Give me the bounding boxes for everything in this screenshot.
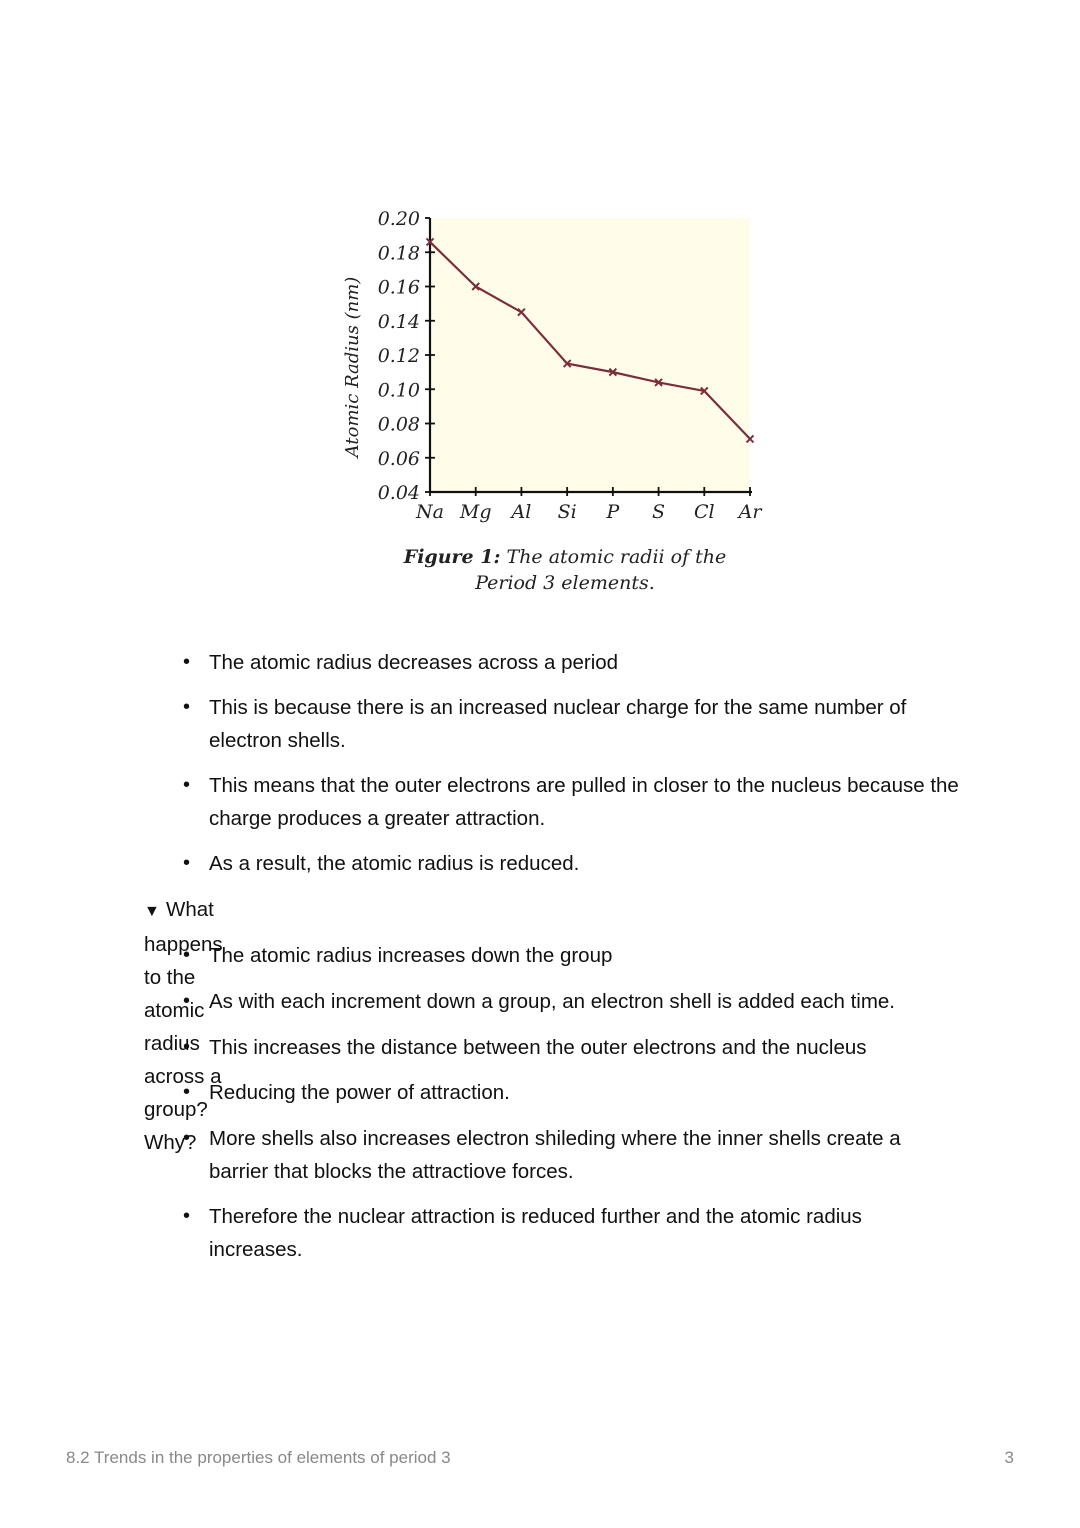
atomic-radius-line-chart — [330, 200, 790, 540]
y-tick-label: 0.14 — [377, 310, 420, 333]
list-item: • This means that the outer electrons are pulled in closer to the nucleus because the charge produces a greater attraction. — [209, 769, 959, 835]
x-tick-label: P — [606, 501, 620, 523]
y-tick-label: 0.06 — [377, 447, 420, 470]
x-tick-label: Ar — [738, 501, 762, 523]
toggle-triangle-icon[interactable]: ▼ — [144, 903, 160, 920]
list-item: • As a result, the atomic radius is reduced. — [209, 847, 959, 880]
list-item: • The atomic radius decreases across a period — [209, 646, 959, 679]
y-tick-label: 0.20 — [377, 208, 420, 230]
list-item: • Reducing the power of attraction. — [209, 1076, 959, 1109]
y-axis-label: Atomic Radius (nm) — [342, 276, 363, 458]
x-tick-label: Mg — [459, 501, 492, 523]
list-item: • As with each increment down a group, an electron shell is added each time. — [209, 985, 959, 1018]
toggle-heading-group-trend[interactable] — [144, 893, 223, 1159]
toggle-heading-text: What happens to the atomic radius across a group? Why? — [144, 898, 223, 1154]
y-tick-label: 0.12 — [377, 345, 420, 367]
x-tick-label: Al — [511, 501, 532, 523]
figure-caption-text: The atomic radii of the Period 3 elements. — [475, 546, 727, 594]
y-tick-label: 0.18 — [377, 242, 420, 265]
y-tick-label: 0.04 — [377, 482, 420, 504]
y-tick-label: 0.16 — [377, 276, 420, 299]
list-item: • Therefore the nuclear attraction is reduced further and the atomic radius increases. — [209, 1200, 959, 1266]
list-item: • This increases the distance between the outer electrons and the nucleus — [209, 1031, 959, 1064]
x-tick-label: S — [652, 501, 666, 523]
y-tick-label: 0.08 — [377, 413, 420, 436]
x-tick-label: Si — [557, 501, 577, 523]
y-tick-label: 0.10 — [377, 379, 420, 402]
figure-caption-label: Figure 1: — [403, 546, 501, 568]
figure-caption — [400, 544, 730, 596]
plot-area — [430, 218, 750, 492]
list-item: • The atomic radius increases down the group — [209, 939, 959, 972]
page-number: 3 — [1004, 1448, 1014, 1467]
x-tick-label: Cl — [693, 501, 715, 523]
list-item: • More shells also increases electron shileding where the inner shells create a barrier that blocks the attractiove forces. — [209, 1122, 959, 1188]
x-tick-label: Na — [416, 501, 444, 523]
footer-title: 8.2 Trends in the properties of elements of period 3 — [66, 1448, 451, 1467]
list-item: • This is because there is an increased nuclear charge for the same number of electron shells. — [209, 691, 959, 757]
